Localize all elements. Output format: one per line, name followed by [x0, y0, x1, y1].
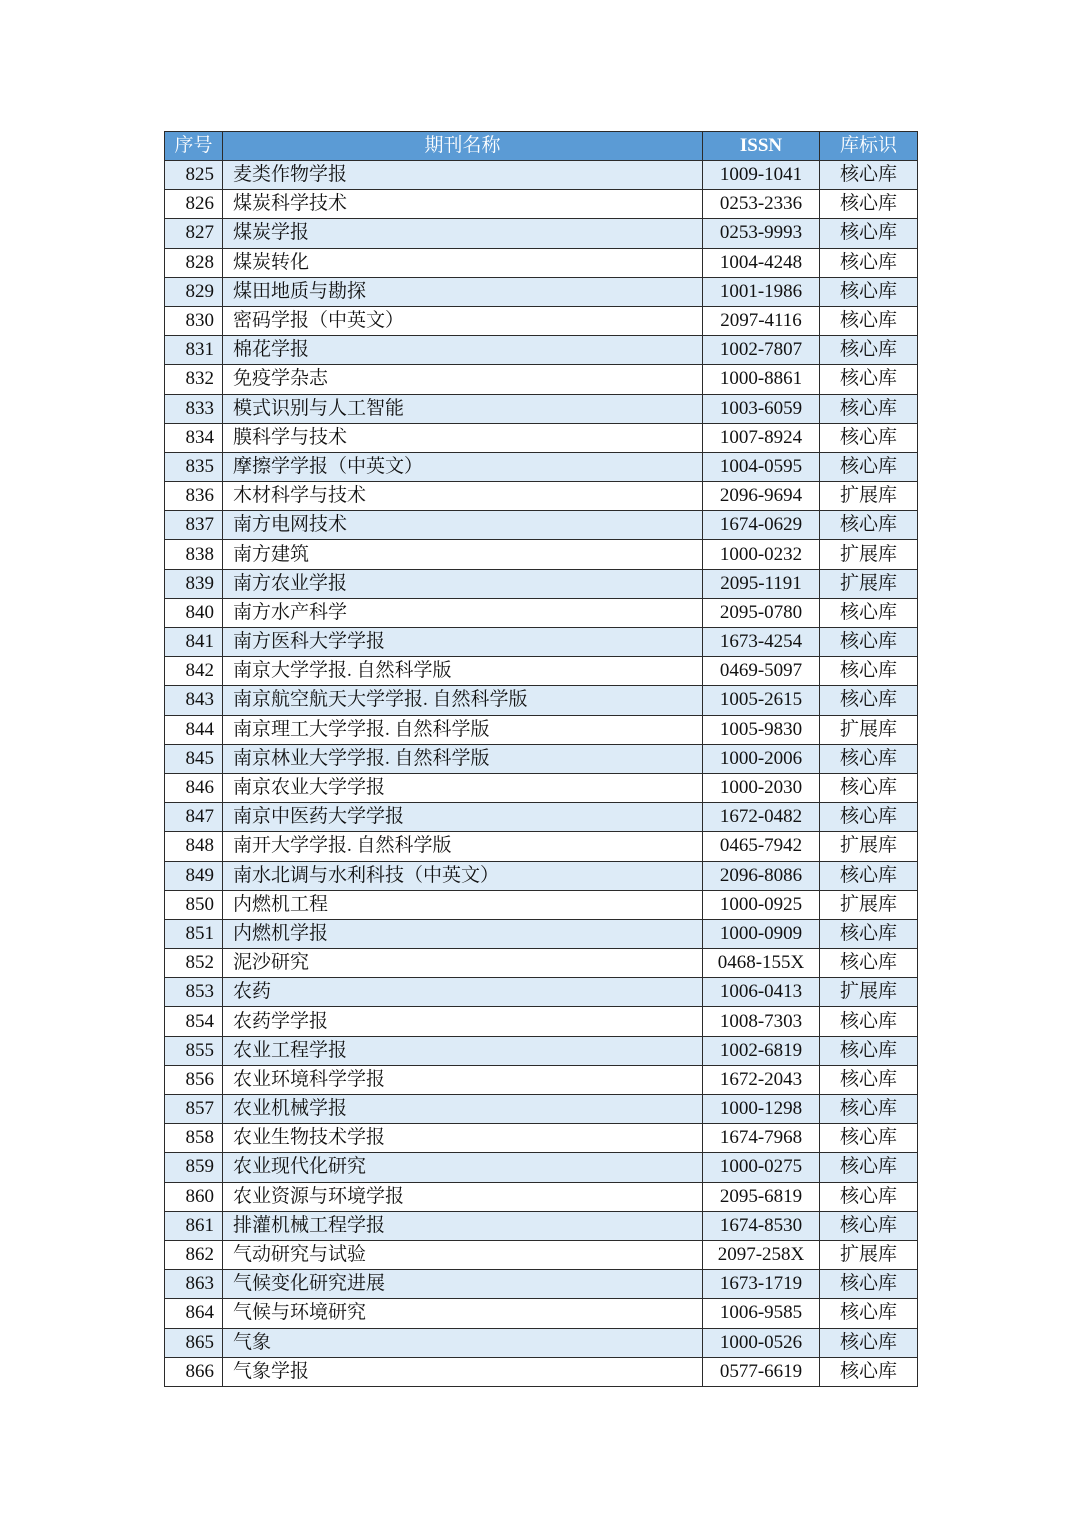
table-row [165, 452, 918, 481]
table-row [165, 715, 918, 744]
cell-journal-name: 木材科学与技术 [223, 482, 703, 511]
cell-library-tag: 扩展库 [820, 890, 918, 919]
cell-library-tag: 核心库 [820, 1211, 918, 1240]
cell-journal-name: 煤炭学报 [223, 219, 703, 248]
cell-library-tag: 核心库 [820, 1357, 918, 1386]
table-row [165, 803, 918, 832]
cell-serial-number: 845 [165, 744, 223, 773]
cell-journal-name: 摩擦学学报（中英文） [223, 452, 703, 481]
cell-issn: 1009-1041 [703, 161, 820, 190]
cell-journal-name: 免疫学杂志 [223, 365, 703, 394]
cell-library-tag: 核心库 [820, 686, 918, 715]
table-row [165, 598, 918, 627]
cell-library-tag: 扩展库 [820, 832, 918, 861]
cell-library-tag: 扩展库 [820, 1240, 918, 1269]
cell-library-tag: 核心库 [820, 1036, 918, 1065]
cell-issn: 1000-0909 [703, 919, 820, 948]
cell-journal-name: 南开大学学报. 自然科学版 [223, 832, 703, 861]
cell-journal-name: 煤炭转化 [223, 248, 703, 277]
cell-serial-number: 847 [165, 803, 223, 832]
cell-library-tag: 核心库 [820, 598, 918, 627]
cell-serial-number: 830 [165, 306, 223, 335]
table-row [165, 890, 918, 919]
cell-issn: 0465-7942 [703, 832, 820, 861]
cell-issn: 1008-7303 [703, 1007, 820, 1036]
table-row [165, 978, 918, 1007]
cell-journal-name: 南京航空航天大学学报. 自然科学版 [223, 686, 703, 715]
cell-issn: 1002-7807 [703, 336, 820, 365]
cell-library-tag: 核心库 [820, 657, 918, 686]
cell-library-tag: 核心库 [820, 277, 918, 306]
cell-serial-number: 835 [165, 452, 223, 481]
table-row [165, 1299, 918, 1328]
cell-serial-number: 832 [165, 365, 223, 394]
cell-journal-name: 气象学报 [223, 1357, 703, 1386]
cell-journal-name: 农药 [223, 978, 703, 1007]
cell-journal-name: 农业现代化研究 [223, 1153, 703, 1182]
cell-journal-name: 棉花学报 [223, 336, 703, 365]
cell-issn: 1005-9830 [703, 715, 820, 744]
cell-library-tag: 核心库 [820, 1095, 918, 1124]
cell-library-tag: 核心库 [820, 1299, 918, 1328]
cell-serial-number: 836 [165, 482, 223, 511]
cell-serial-number: 855 [165, 1036, 223, 1065]
cell-serial-number: 859 [165, 1153, 223, 1182]
cell-serial-number: 843 [165, 686, 223, 715]
table-row [165, 1270, 918, 1299]
cell-journal-name: 南方医科大学学报 [223, 628, 703, 657]
cell-journal-name: 气动研究与试验 [223, 1240, 703, 1269]
table-row [165, 773, 918, 802]
cell-library-tag: 核心库 [820, 190, 918, 219]
table-row [165, 365, 918, 394]
table-row [165, 1124, 918, 1153]
cell-issn: 1674-0629 [703, 511, 820, 540]
cell-serial-number: 833 [165, 394, 223, 423]
cell-library-tag: 核心库 [820, 452, 918, 481]
journal-table [164, 131, 918, 1387]
cell-issn: 0253-2336 [703, 190, 820, 219]
table-row [165, 744, 918, 773]
cell-issn: 1000-0925 [703, 890, 820, 919]
cell-journal-name: 南京大学学报. 自然科学版 [223, 657, 703, 686]
table-row [165, 482, 918, 511]
table-row [165, 1357, 918, 1386]
cell-journal-name: 南方建筑 [223, 540, 703, 569]
cell-library-tag: 核心库 [820, 336, 918, 365]
cell-serial-number: 850 [165, 890, 223, 919]
cell-serial-number: 842 [165, 657, 223, 686]
cell-journal-name: 南方电网技术 [223, 511, 703, 540]
cell-serial-number: 831 [165, 336, 223, 365]
cell-serial-number: 825 [165, 161, 223, 190]
cell-journal-name: 南京理工大学学报. 自然科学版 [223, 715, 703, 744]
cell-issn: 2096-9694 [703, 482, 820, 511]
cell-serial-number: 852 [165, 949, 223, 978]
cell-issn: 1000-1298 [703, 1095, 820, 1124]
cell-library-tag: 核心库 [820, 219, 918, 248]
table-row [165, 336, 918, 365]
cell-journal-name: 南水北调与水利科技（中英文） [223, 861, 703, 890]
cell-serial-number: 865 [165, 1328, 223, 1357]
cell-library-tag: 核心库 [820, 1124, 918, 1153]
table-row [165, 190, 918, 219]
cell-library-tag: 核心库 [820, 1270, 918, 1299]
cell-journal-name: 南京林业大学学报. 自然科学版 [223, 744, 703, 773]
cell-journal-name: 气候与环境研究 [223, 1299, 703, 1328]
table-row [165, 1153, 918, 1182]
table-row [165, 861, 918, 890]
cell-library-tag: 核心库 [820, 423, 918, 452]
cell-issn: 2095-1191 [703, 569, 820, 598]
table-row [165, 161, 918, 190]
table-row [165, 919, 918, 948]
cell-journal-name: 煤田地质与勘探 [223, 277, 703, 306]
cell-issn: 2095-6819 [703, 1182, 820, 1211]
cell-issn: 2095-0780 [703, 598, 820, 627]
cell-issn: 1000-0275 [703, 1153, 820, 1182]
cell-issn: 1674-8530 [703, 1211, 820, 1240]
cell-issn: 1000-0526 [703, 1328, 820, 1357]
cell-issn: 1000-2030 [703, 773, 820, 802]
table-row [165, 423, 918, 452]
cell-issn: 2097-258X [703, 1240, 820, 1269]
cell-issn: 1000-0232 [703, 540, 820, 569]
table-row [165, 219, 918, 248]
table-row [165, 1328, 918, 1357]
cell-library-tag: 核心库 [820, 861, 918, 890]
cell-serial-number: 837 [165, 511, 223, 540]
table-row [165, 306, 918, 335]
cell-issn: 1672-0482 [703, 803, 820, 832]
cell-journal-name: 模式识别与人工智能 [223, 394, 703, 423]
cell-journal-name: 麦类作物学报 [223, 161, 703, 190]
cell-serial-number: 844 [165, 715, 223, 744]
cell-library-tag: 核心库 [820, 949, 918, 978]
cell-serial-number: 854 [165, 1007, 223, 1036]
header-library-tag: 库标识 [820, 132, 918, 161]
cell-issn: 1002-6819 [703, 1036, 820, 1065]
table-row [165, 1095, 918, 1124]
cell-issn: 0469-5097 [703, 657, 820, 686]
cell-library-tag: 扩展库 [820, 978, 918, 1007]
table-row [165, 657, 918, 686]
cell-library-tag: 核心库 [820, 1182, 918, 1211]
cell-library-tag: 核心库 [820, 511, 918, 540]
cell-journal-name: 煤炭科学技术 [223, 190, 703, 219]
cell-library-tag: 核心库 [820, 1153, 918, 1182]
cell-library-tag: 扩展库 [820, 569, 918, 598]
cell-serial-number: 828 [165, 248, 223, 277]
cell-serial-number: 834 [165, 423, 223, 452]
table-row [165, 949, 918, 978]
table-row [165, 686, 918, 715]
table-row [165, 248, 918, 277]
cell-journal-name: 农药学学报 [223, 1007, 703, 1036]
cell-serial-number: 851 [165, 919, 223, 948]
table-body [165, 161, 918, 1387]
cell-serial-number: 841 [165, 628, 223, 657]
cell-serial-number: 826 [165, 190, 223, 219]
table-row [165, 1007, 918, 1036]
cell-serial-number: 846 [165, 773, 223, 802]
cell-issn: 1003-6059 [703, 394, 820, 423]
cell-issn: 1672-2043 [703, 1065, 820, 1094]
cell-journal-name: 气象 [223, 1328, 703, 1357]
cell-serial-number: 858 [165, 1124, 223, 1153]
cell-issn: 0253-9993 [703, 219, 820, 248]
cell-library-tag: 核心库 [820, 365, 918, 394]
cell-serial-number: 860 [165, 1182, 223, 1211]
cell-journal-name: 泥沙研究 [223, 949, 703, 978]
cell-journal-name: 农业环境科学学报 [223, 1065, 703, 1094]
cell-serial-number: 848 [165, 832, 223, 861]
table-row [165, 394, 918, 423]
cell-issn: 1004-4248 [703, 248, 820, 277]
cell-issn: 1001-1986 [703, 277, 820, 306]
cell-library-tag: 核心库 [820, 773, 918, 802]
cell-serial-number: 839 [165, 569, 223, 598]
header-journal-name: 期刊名称 [223, 132, 703, 161]
cell-library-tag: 核心库 [820, 744, 918, 773]
cell-serial-number: 861 [165, 1211, 223, 1240]
cell-serial-number: 838 [165, 540, 223, 569]
table-header-row [165, 132, 918, 161]
cell-issn: 0468-155X [703, 949, 820, 978]
cell-serial-number: 840 [165, 598, 223, 627]
table-row [165, 569, 918, 598]
cell-serial-number: 862 [165, 1240, 223, 1269]
cell-journal-name: 南方农业学报 [223, 569, 703, 598]
cell-library-tag: 核心库 [820, 394, 918, 423]
cell-journal-name: 农业工程学报 [223, 1036, 703, 1065]
cell-library-tag: 核心库 [820, 1328, 918, 1357]
table-row [165, 1182, 918, 1211]
table-row [165, 277, 918, 306]
cell-library-tag: 扩展库 [820, 715, 918, 744]
cell-library-tag: 扩展库 [820, 482, 918, 511]
cell-library-tag: 核心库 [820, 161, 918, 190]
cell-issn: 0577-6619 [703, 1357, 820, 1386]
cell-issn: 1006-9585 [703, 1299, 820, 1328]
cell-library-tag: 核心库 [820, 248, 918, 277]
cell-journal-name: 膜科学与技术 [223, 423, 703, 452]
cell-journal-name: 气候变化研究进展 [223, 1270, 703, 1299]
cell-issn: 1007-8924 [703, 423, 820, 452]
cell-serial-number: 857 [165, 1095, 223, 1124]
cell-issn: 1000-8861 [703, 365, 820, 394]
cell-journal-name: 南京农业大学学报 [223, 773, 703, 802]
cell-journal-name: 农业资源与环境学报 [223, 1182, 703, 1211]
cell-serial-number: 864 [165, 1299, 223, 1328]
cell-library-tag: 核心库 [820, 1007, 918, 1036]
table-row [165, 1036, 918, 1065]
cell-issn: 1673-1719 [703, 1270, 820, 1299]
table-row [165, 1211, 918, 1240]
cell-journal-name: 南方水产科学 [223, 598, 703, 627]
cell-serial-number: 829 [165, 277, 223, 306]
cell-library-tag: 核心库 [820, 306, 918, 335]
cell-library-tag: 核心库 [820, 1065, 918, 1094]
cell-journal-name: 内燃机工程 [223, 890, 703, 919]
cell-issn: 1673-4254 [703, 628, 820, 657]
cell-issn: 1000-2006 [703, 744, 820, 773]
cell-journal-name: 农业机械学报 [223, 1095, 703, 1124]
cell-serial-number: 849 [165, 861, 223, 890]
cell-serial-number: 853 [165, 978, 223, 1007]
cell-serial-number: 827 [165, 219, 223, 248]
table-row [165, 540, 918, 569]
cell-issn: 1674-7968 [703, 1124, 820, 1153]
cell-journal-name: 内燃机学报 [223, 919, 703, 948]
cell-issn: 1006-0413 [703, 978, 820, 1007]
cell-journal-name: 密码学报（中英文） [223, 306, 703, 335]
cell-serial-number: 863 [165, 1270, 223, 1299]
cell-library-tag: 扩展库 [820, 540, 918, 569]
cell-journal-name: 南京中医药大学学报 [223, 803, 703, 832]
cell-library-tag: 核心库 [820, 803, 918, 832]
cell-library-tag: 核心库 [820, 919, 918, 948]
table-row [165, 628, 918, 657]
table-row [165, 832, 918, 861]
cell-serial-number: 866 [165, 1357, 223, 1386]
table-row [165, 1065, 918, 1094]
cell-issn: 1005-2615 [703, 686, 820, 715]
header-serial-number: 序号 [165, 132, 223, 161]
cell-issn: 1004-0595 [703, 452, 820, 481]
cell-serial-number: 856 [165, 1065, 223, 1094]
table-row [165, 1240, 918, 1269]
cell-library-tag: 核心库 [820, 628, 918, 657]
cell-journal-name: 排灌机械工程学报 [223, 1211, 703, 1240]
cell-journal-name: 农业生物技术学报 [223, 1124, 703, 1153]
cell-issn: 2096-8086 [703, 861, 820, 890]
header-issn: ISSN [703, 132, 820, 161]
cell-issn: 2097-4116 [703, 306, 820, 335]
table-row [165, 511, 918, 540]
